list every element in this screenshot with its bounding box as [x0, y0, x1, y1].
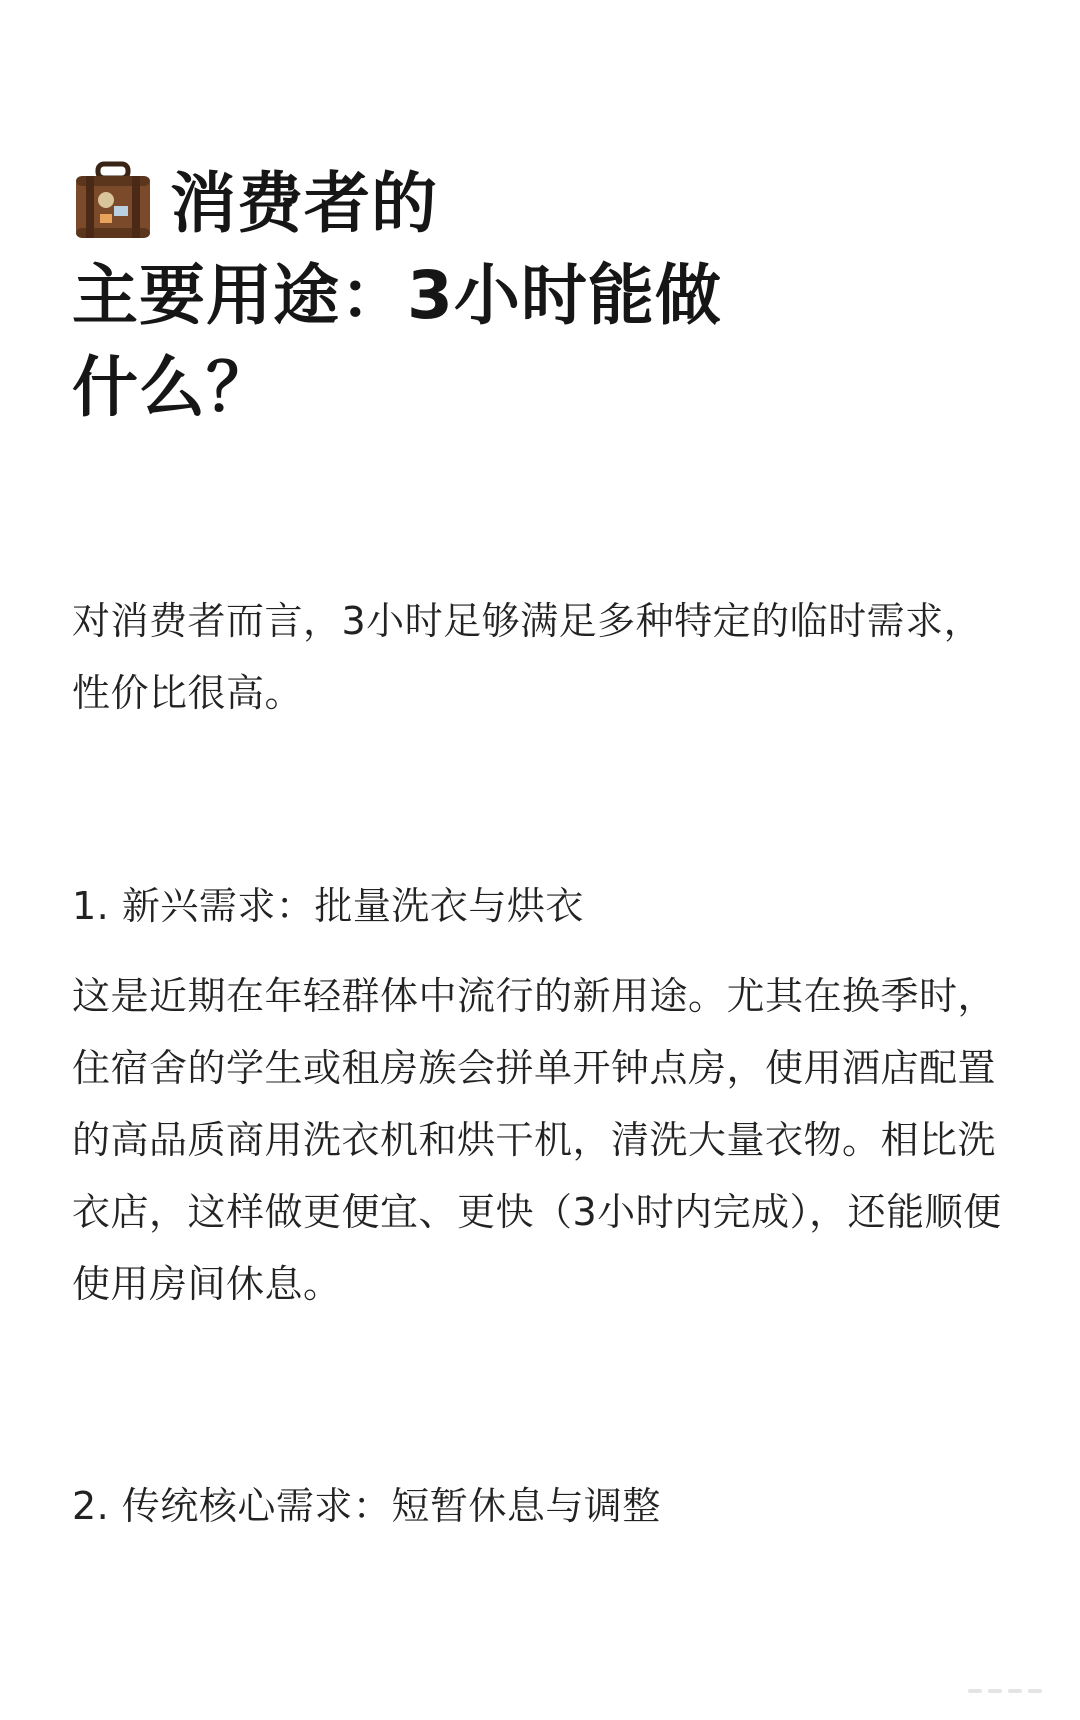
section-1-body: 这是近期在年轻群体中流行的新用途。尤其在换季时，住宿舍的学生或租房族会拼单开钟点房，使用酒店配置的高品质商用洗衣机和烘干机，清洗大量衣物。相比洗衣店，这样做更便宜、更快（3小时内完成），还能顺便使用房间休息。	[72, 974, 1002, 1306]
page-title	[72, 158, 892, 434]
title-line-1-text: 消费者的	[170, 165, 438, 242]
suitcase-icon	[72, 160, 154, 244]
title-line-2: 主要用途：3小时能做	[72, 257, 722, 334]
watermark-mark	[968, 1680, 1056, 1702]
title-line-3: 什么？	[72, 349, 273, 426]
intro-paragraph: 对消费者而言，3小时足够满足多种特定的临时需求，性价比很高。	[72, 599, 983, 715]
section-1-heading: 1. 新兴需求：批量洗衣与烘衣	[72, 884, 584, 928]
title-line-1	[72, 158, 892, 250]
section-2-heading: 2. 传统核心需求：短暂休息与调整	[72, 1484, 661, 1528]
